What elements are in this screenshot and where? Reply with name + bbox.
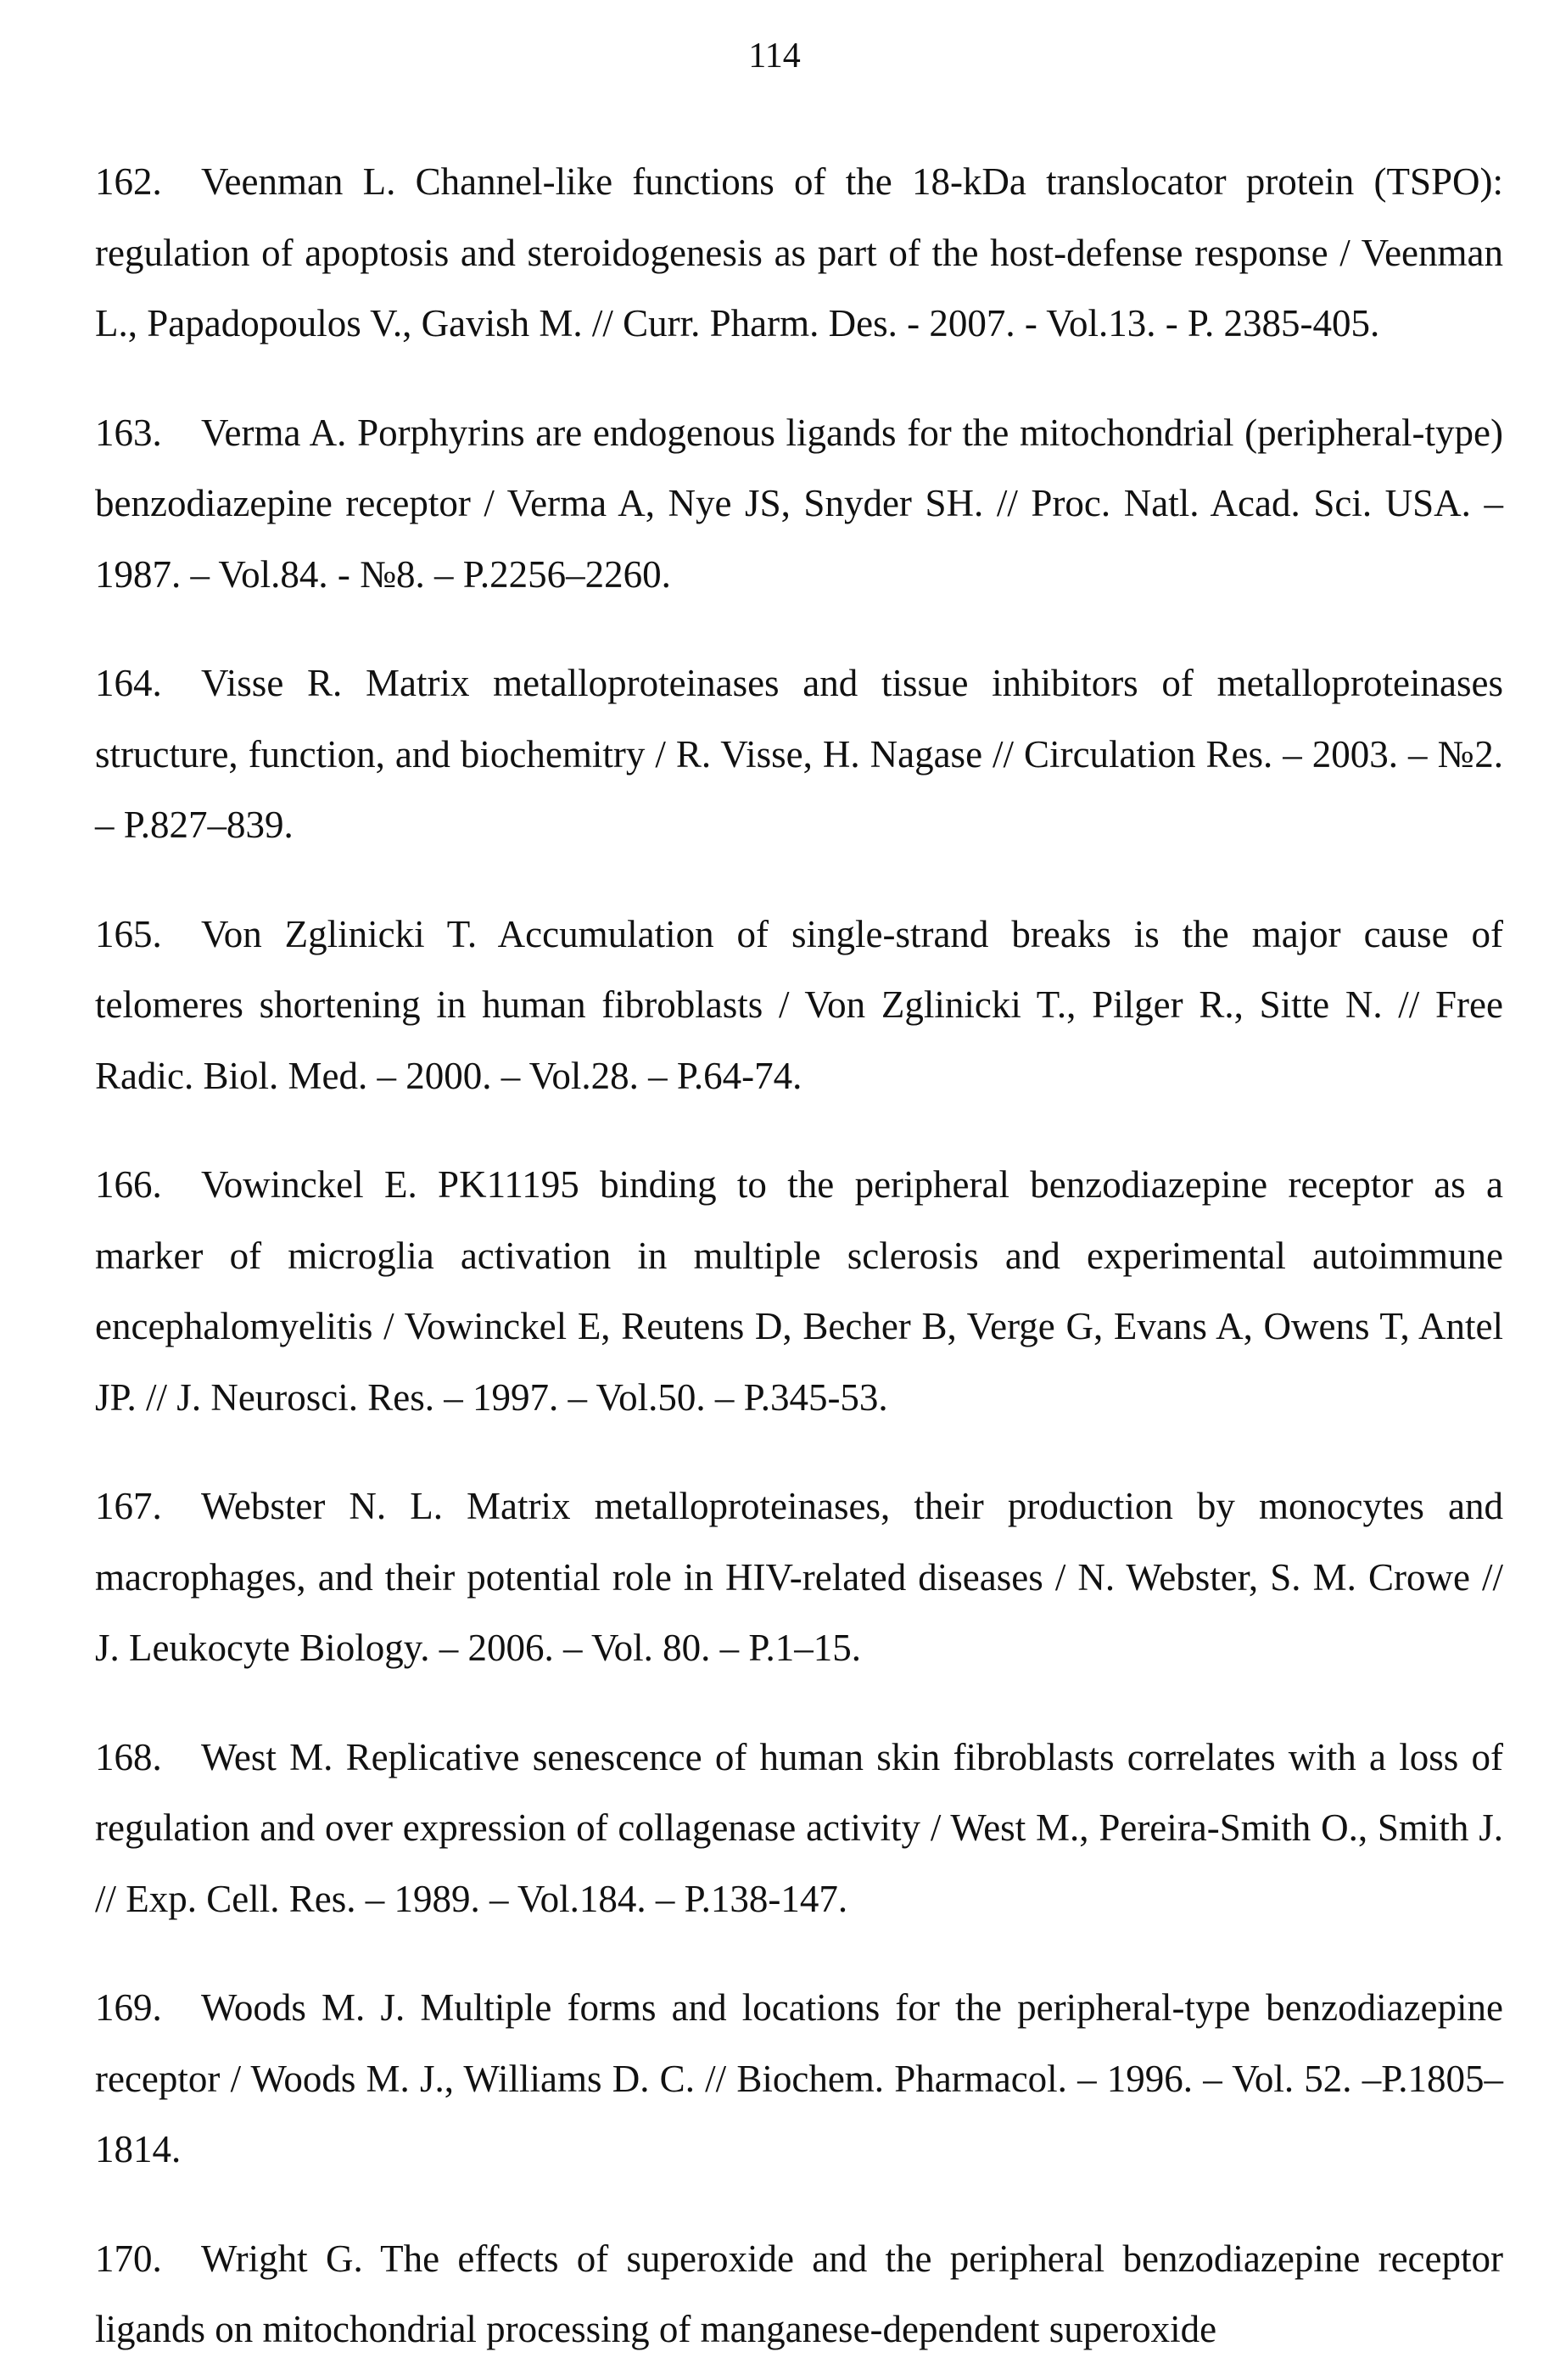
reference-item — [95, 398, 1503, 611]
reference-text: Visse R. Matrix metalloproteinases and tissue inhibitors of metalloproteinases structure, function, and biochemitry / R. Visse, H. Nagase // Circulation Res. – 2003. – №2. – P.827–839. — [95, 662, 1503, 846]
reference-text: Woods M. J. Multiple forms and locations for the peripheral-type benzodiazepine receptor / Woods M. J., Williams D. C. // Biochem. Pharmacol. – 1996. – Vol. 52. –P.1805–1814. — [95, 1986, 1503, 2170]
reference-list — [95, 109, 1503, 2380]
reference-number: 170. — [95, 2237, 162, 2280]
reference-number: 168. — [95, 1735, 162, 1778]
reference-item — [95, 1150, 1503, 1433]
reference-item — [95, 147, 1503, 360]
page-number: 114 — [748, 36, 801, 76]
reference-item — [95, 2224, 1503, 2366]
reference-text: West M. Replicative senescence of human skin fibroblasts correlates with a loss of regulation and over expression of collagenase activity / West M., Pereira-Smith O., Smith J. // Exp. Cell. Res. – 1989. – Vol.184. – P.138-147. — [95, 1735, 1503, 1920]
reference-item — [95, 1973, 1503, 2186]
reference-number: 169. — [95, 1986, 162, 2029]
reference-item — [95, 899, 1503, 1112]
reference-item — [95, 648, 1503, 861]
reference-number: 167. — [95, 1485, 162, 1527]
reference-text: Webster N. L. Matrix metalloproteinases, their production by monocytes and macrophages, and their potential role in HIV-related diseases / N. Webster, S. M. Crowe // J. Leukocyte Biology. – 2006. – Vol. 80. – P.1–15. — [95, 1485, 1503, 1669]
reference-text: Verma A. Porphyrins are endogenous ligands for the mitochondrial (peripheral-type) benzodiazepine receptor / Verma A, Nye JS, Snyder SH. // Proc. Natl. Acad. Sci. USA. – 1987. – Vol.84. - №8. – P.2256–2260. — [95, 411, 1503, 596]
reference-item — [95, 1722, 1503, 1935]
reference-number: 165. — [95, 912, 162, 955]
reference-number: 166. — [95, 1163, 162, 1206]
reference-item — [95, 1471, 1503, 1684]
reference-number: 163. — [95, 411, 162, 454]
reference-text: Von Zglinicki T. Accumulation of single-strand breaks is the major cause of telomeres shortening in human fibroblasts / Von Zglinicki T., Pilger R., Sitte N. // Free Radic. Biol. Med. – 2000. – Vol.28. – P.64-74. — [95, 912, 1503, 1097]
reference-number: 162. — [95, 160, 162, 203]
reference-text: Veenman L. Channel-like functions of the 18-kDa translocator protein (TSPO): regulation of apoptosis and steroidogenesis as part of the host-defense response / Veenman L., Papadopoulos V., Gavish M. // Curr. Pharm. Des. - 2007. - Vol.13. - P. 2385-405. — [95, 160, 1503, 344]
reference-number: 164. — [95, 662, 162, 704]
reference-text: Wright G. The effects of superoxide and the peripheral benzodiazepine receptor ligands on mitochondrial processing of manganese-dependent superoxide — [95, 2237, 1503, 2350]
reference-text: Vowinckel E. PK11195 binding to the peripheral benzodiazepine receptor as a marker of microglia activation in multiple sclerosis and experimental autoimmune encephalomyelitis / Vowinckel E, Reutens D, Becher B, Verge G, Evans A, Owens T, Antel JP. // J. Neurosci. Res. – 1997. – Vol.50. – P.345-53. — [95, 1163, 1503, 1419]
